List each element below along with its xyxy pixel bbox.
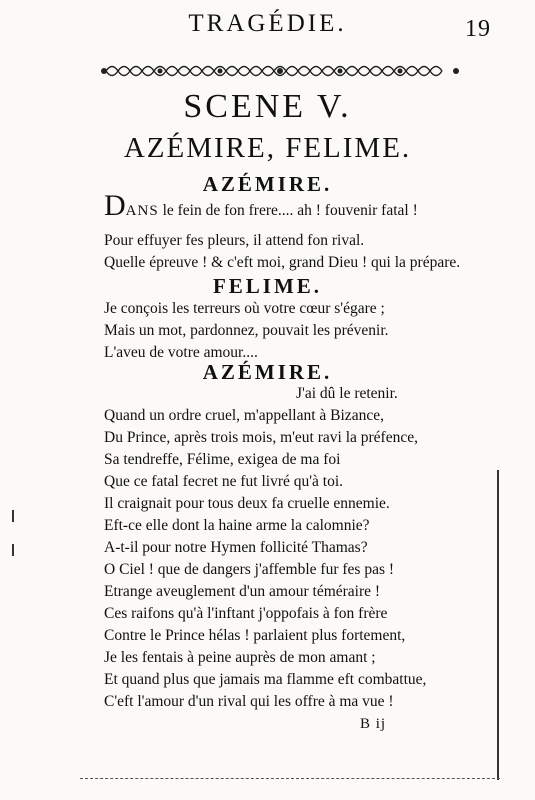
page-number: 19 [465,16,491,42]
margin-mark [12,544,14,556]
drop-cap-rest: ANS [125,203,159,219]
verse-line: Et quand plus que jamais ma flamme eft combattue, [104,671,427,688]
verse-line: Ces raifons qu'à l'inftant j'oppofais à fon frère [104,605,388,622]
verse-line: Contre le Prince hélas ! parlaient plus fortement, [104,627,406,644]
verse-line: Du Prince, après trois mois, m'eut ravi la préfence, [104,429,418,446]
verse-line: Eft-ce elle dont la haine arme la calomnie? [104,517,370,534]
drop-cap: D [104,189,126,222]
verse-line: Pour effuyer fes pleurs, il attend fon rival. [104,232,365,249]
running-title: TRAGÉDIE. [188,10,347,37]
verse-line: Quelle épreuve ! & c'eft moi, grand Dieu ! qui la prépare. [104,254,461,271]
verse-text: le fein de fon frere.... ah ! fouvenir fatal ! [158,202,418,219]
signature-mark: B ij [360,716,387,732]
speaker-azemire: AZÉMIRE. [202,360,333,384]
verse-line [104,189,418,222]
verse-line: A-t-il pour notre Hymen follicité Thamas? [104,539,368,556]
verse-line: L'aveu de votre amour.... [104,344,258,361]
verse-line: J'ai dû le retenir. [296,385,398,402]
verse-line: Etrange aveuglement d'un amour téméraire ! [104,583,381,600]
verse-line: Je les fentais à peine auprès de mon amant ; [104,649,376,666]
verse-line: O Ciel ! que de dangers j'affemble fur fes pas ! [104,561,395,578]
ornament-band [100,60,460,82]
speaker-azemire: AZÉMIRE. [202,172,333,196]
verse-line: Que ce fatal fecret ne fut livré qu'à toi. [104,473,344,490]
bottom-rule [80,778,500,780]
scene-characters: AZÉMIRE, FELIME. [123,132,412,164]
verse-line: Il craignait pour tous deux fa cruelle ennemie. [104,495,390,512]
verse-line: Quand un ordre cruel, m'appellant à Bizance, [104,407,384,424]
speaker-felime: FELIME. [212,274,323,298]
verse-line: Sa tendreffe, Félime, exigea de ma foi [104,451,341,468]
verse-line: C'eft l'amour d'un rival qui les offre à ma vue ! [104,693,394,710]
page-edge-line [497,470,499,780]
verse-line: Je conçois les terreurs où votre cœur s'égare ; [104,300,385,317]
verse-line: Mais un mot, pardonnez, pouvait les prévenir. [104,322,389,339]
margin-mark [12,510,14,522]
scene-title: SCENE V. [183,88,352,125]
